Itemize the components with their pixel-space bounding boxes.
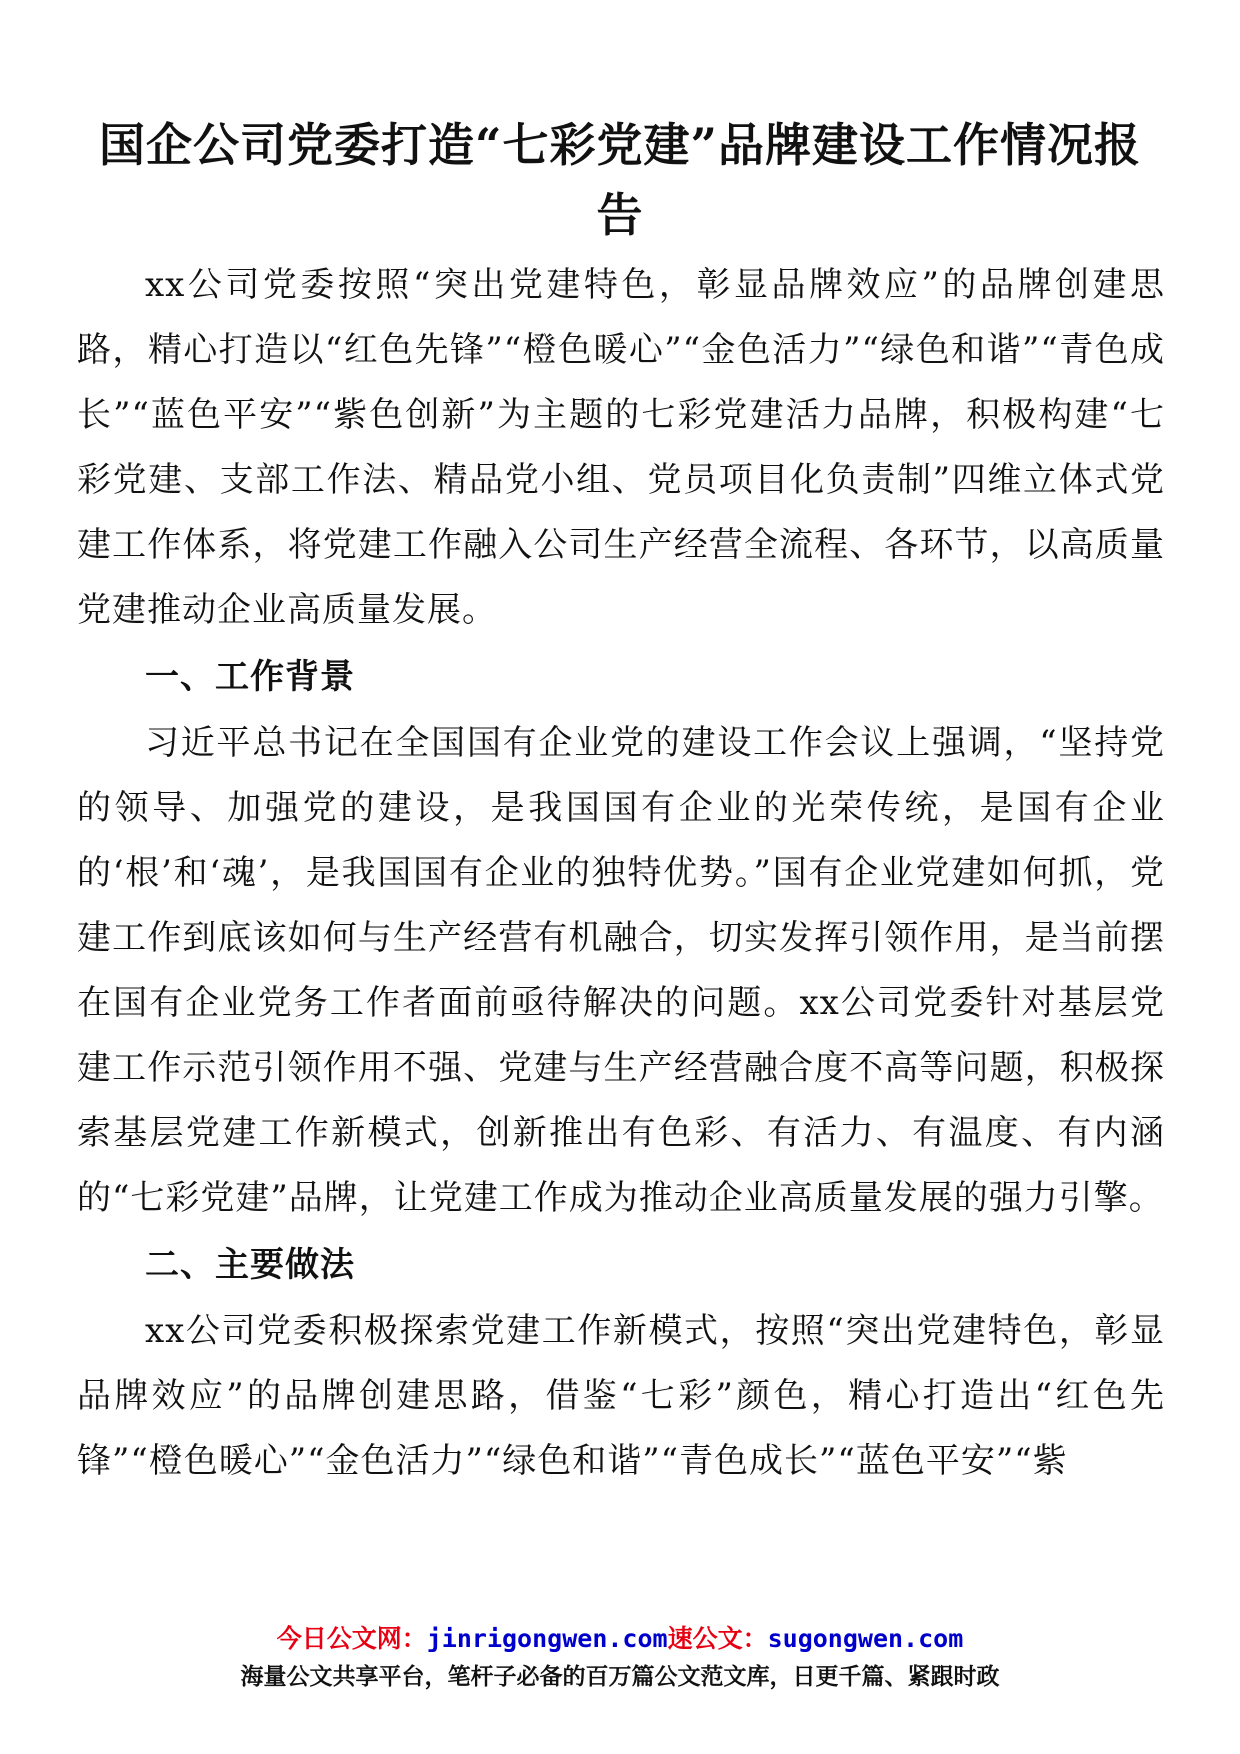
site1-link[interactable]: jinrigongwen.com xyxy=(426,1624,668,1653)
intro-paragraph: xx公司党委按照“突出党建特色，彰显品牌效应”的品牌创建思路，精心打造以“红色先锋”“橙色暖心”“金色活力”“绿色和谐”“青色成长”“蓝色平安”“紫色创新”为主题的七彩党建活力品牌，积极构建“七彩党建、支部工作法、精品党小组、党员项目化负责制”四维立体式党建工作体系，将党建工作融入公司生产经营全流程、各环节，以高质量党建推动企业高质量发展。 xyxy=(77,265,1165,630)
site1-label: 今日公文网： xyxy=(276,1624,427,1653)
site2-link[interactable]: sugongwen.com xyxy=(767,1624,964,1653)
footer-sites xyxy=(0,1620,1240,1658)
footer-watermark xyxy=(0,1620,1240,1696)
document-title: 国企公司党委打造“七彩党建”品牌建设工作情况报告 xyxy=(99,118,1141,242)
document-body xyxy=(77,253,1165,1494)
section-heading-practice: 二、主要做法 xyxy=(145,1245,355,1285)
background-paragraph: 习近平总书记在全国国有企业党的建设工作会议上强调，“坚持党的领导、加强党的建设，是我国国有企业的光荣传统，是国有企业的‘根’和‘魂’，是我国国有企业的独特优势。”国有企业党建如何抓，党建工作到底该如何与生产经营有机融合，切实发挥引领作用，是当前摆在国有企业党务工作者面前亟待解决的问题。xx公司党委针对基层党建工作示范引领作用不强、党建与生产经营融合度不高等问题，积极探索基层党建工作新模式，创新推出有色彩、有活力、有温度、有内涵的“七彩党建”品牌，让党建工作成为推动企业高质量发展的强力引擎。 xyxy=(77,723,1165,1218)
practice-paragraph: xx公司党委积极探索党建工作新模式，按照“突出党建特色，彰显品牌效应”的品牌创建思路，借鉴“七彩”颜色，精心打造出“红色先锋”“橙色暖心”“金色活力”“绿色和谐”“青色成长”“蓝色平安”“紫 xyxy=(77,1311,1165,1481)
footer-slogan: 海量公文共享平台，笔杆子必备的百万篇公文范文库，日更千篇、紧跟时政 xyxy=(240,1664,1000,1690)
section-heading-background: 一、工作背景 xyxy=(145,657,355,697)
site2-label: 速公文： xyxy=(667,1624,768,1653)
